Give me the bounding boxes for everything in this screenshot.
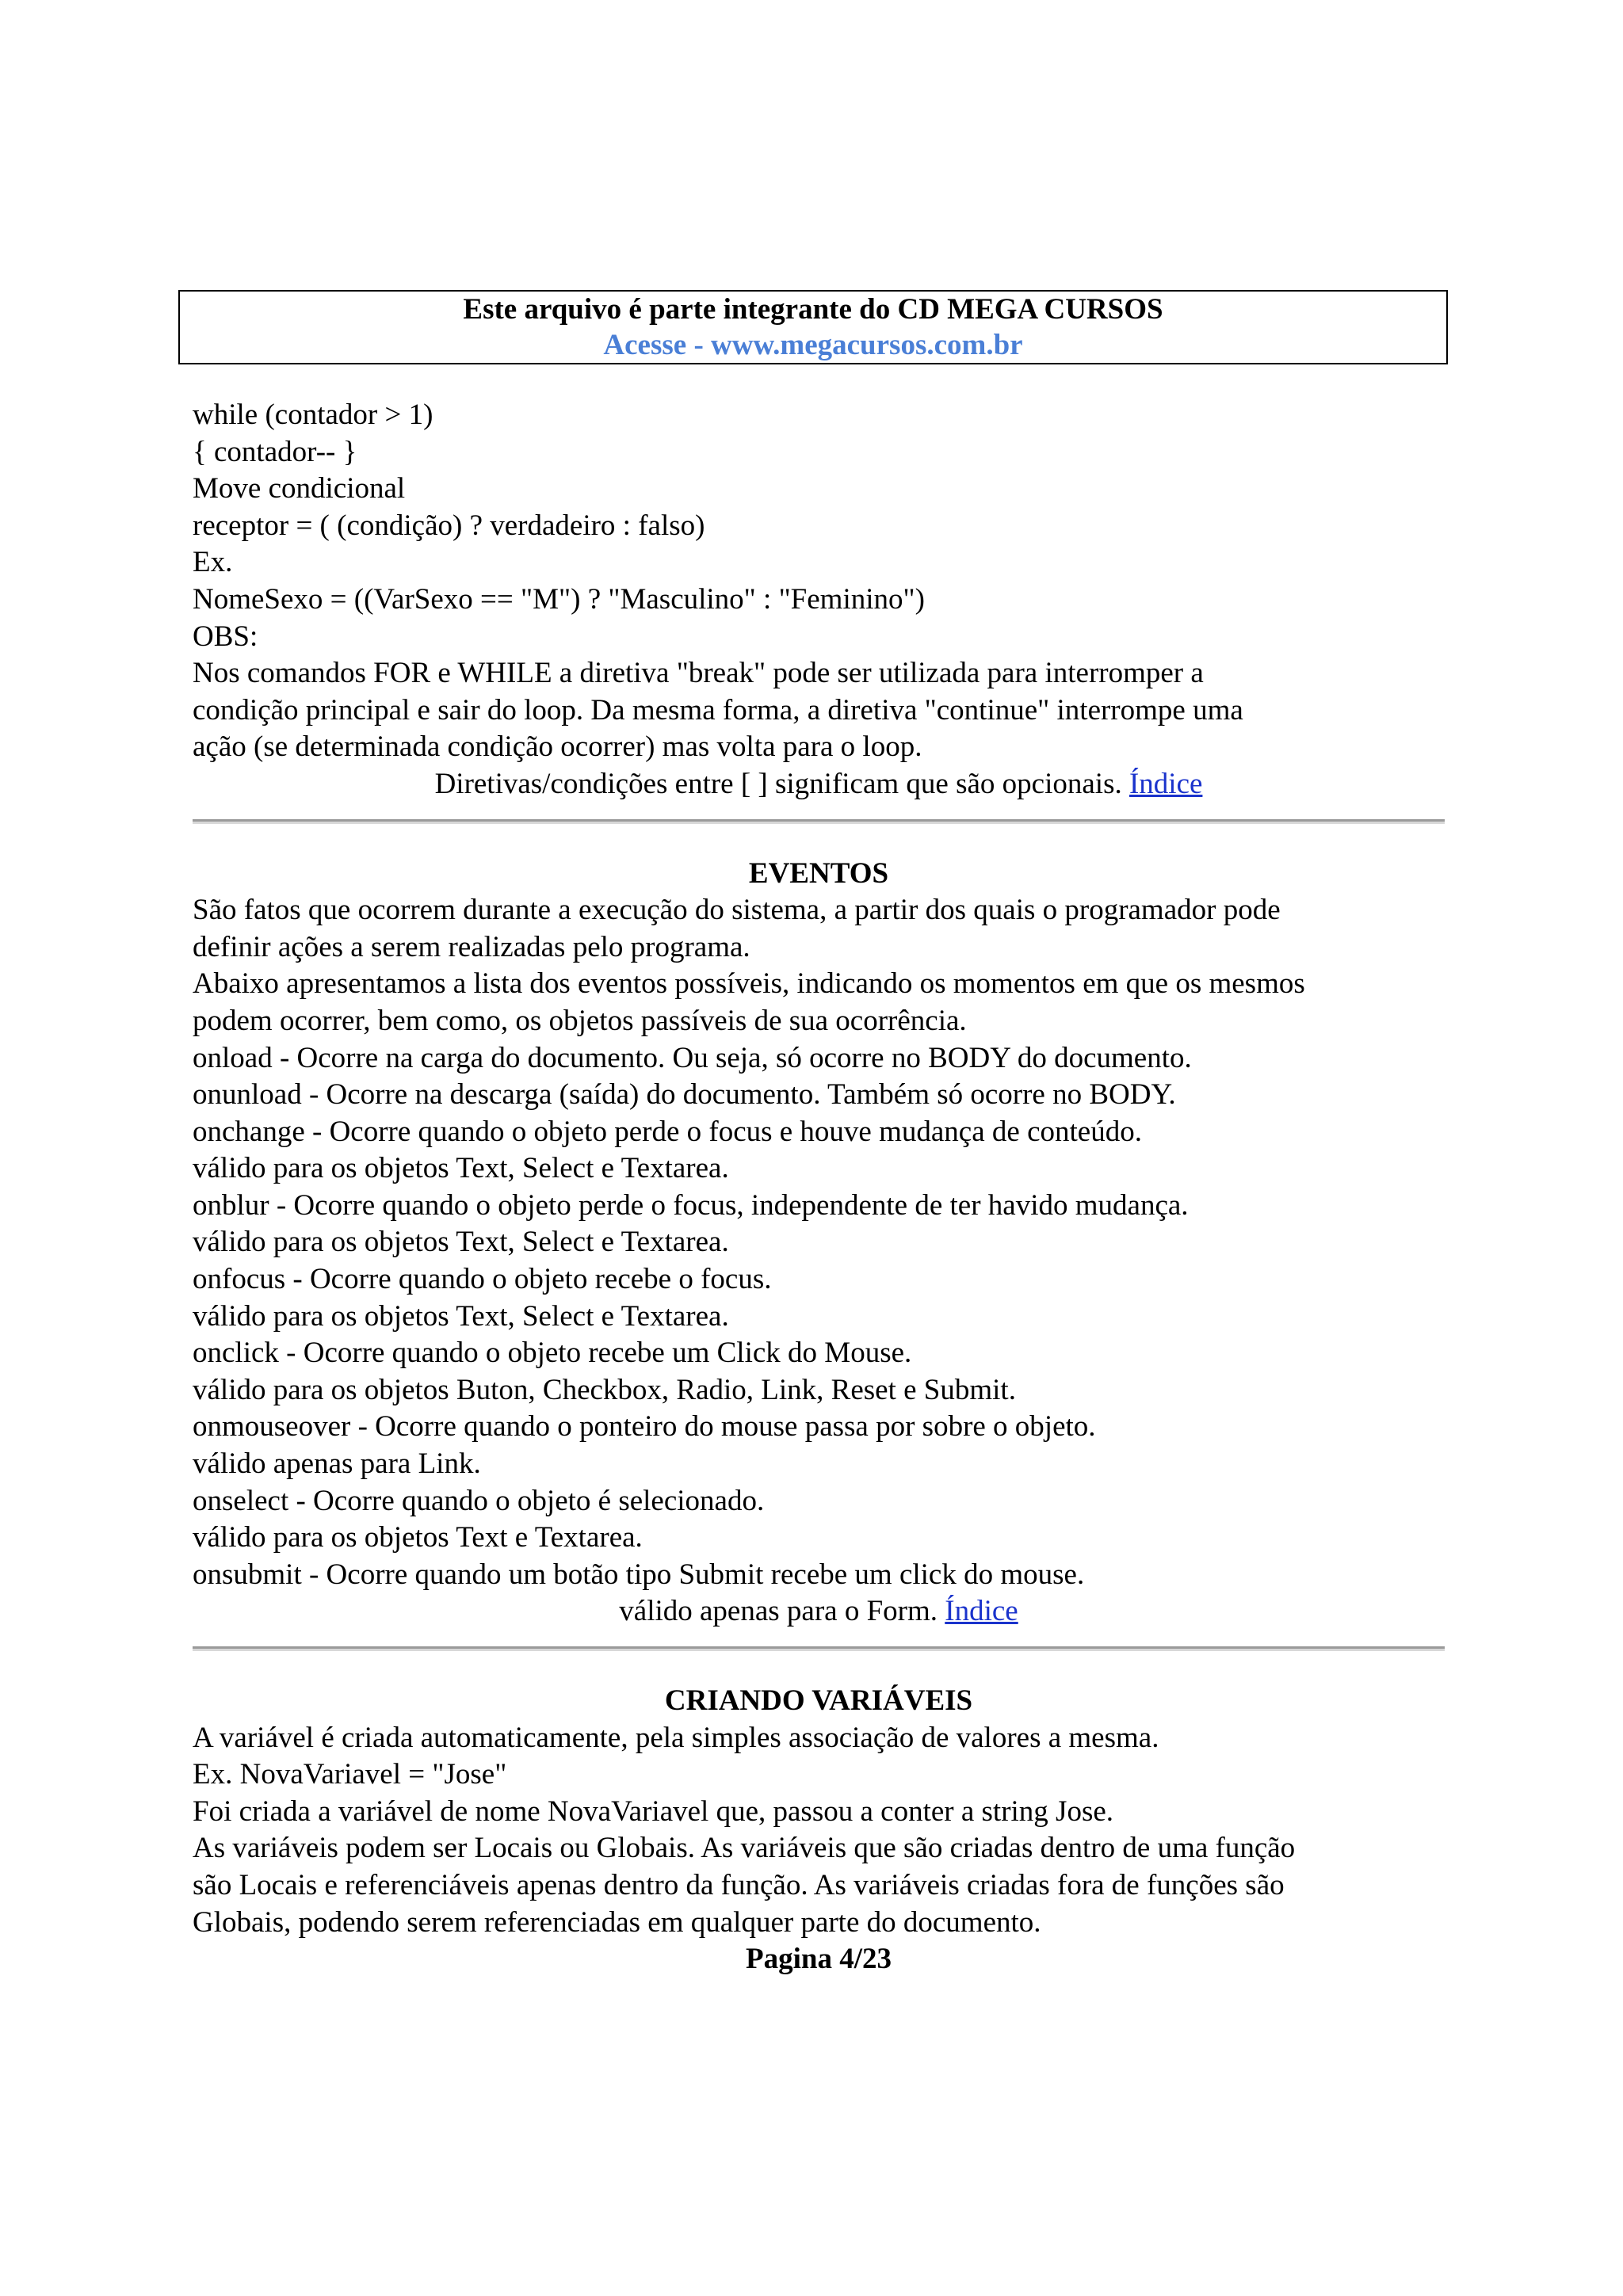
text-line: OBS: — [193, 620, 258, 653]
text-line: válido para os objetos Text e Textarea. — [193, 1521, 643, 1554]
text-line: onload - Ocorre na carga do documento. Ou seja, só ocorre no BODY do documento. — [193, 1041, 1192, 1074]
text-line: NomeSexo = ((VarSexo == "M") ? "Masculino" : "Feminino") — [193, 582, 925, 616]
index-link[interactable]: Índice — [1128, 767, 1203, 800]
section-title: EVENTOS — [748, 856, 889, 890]
text-line: Globais, podendo serem referenciadas em qualquer parte do documento. — [193, 1905, 1041, 1939]
text-line: Abaixo apresentamos a lista dos eventos possíveis, indicando os momentos em que os mesmos — [193, 967, 1305, 1001]
header-title: Este arquivo é parte integrante do CD MEGA CURSOS — [463, 293, 1163, 326]
text-line: condição principal e sair do loop. Da mesma forma, a diretiva "continue" interrompe uma — [193, 693, 1243, 727]
text-line: onblur - Ocorre quando o objeto perde o focus, independente de ter havido mudança. — [193, 1188, 1189, 1222]
text-line: onsubmit - Ocorre quando um botão tipo Submit recebe um click do mouse. — [193, 1558, 1085, 1591]
text-line: while (contador > 1) — [193, 399, 433, 431]
text-line: onfocus - Ocorre quando o objeto recebe o focus. — [193, 1263, 772, 1296]
header-website-link[interactable]: Acesse - www.megacursos.com.br — [603, 329, 1023, 361]
text-line: Ex. NovaVariavel = "Jose" — [193, 1758, 507, 1791]
text-line: válido para os objetos Text, Select e Textarea. — [193, 1152, 729, 1185]
text-line: onmouseover - Ocorre quando o ponteiro do mouse passa por sobre o objeto. — [193, 1410, 1096, 1444]
text-line: receptor = ( (condição) ? verdadeiro : falso) — [193, 509, 705, 542]
section-footer-line — [193, 1593, 1445, 1630]
text-line: onselect - Ocorre quando o objeto é selecionado. — [193, 1484, 765, 1517]
text-line: onchange - Ocorre quando o objeto perde o focus e houve mudança de conteúdo. — [193, 1115, 1142, 1148]
text-line: Nos comandos FOR e WHILE a diretiva "break" pode ser utilizada para interromper a — [193, 657, 1204, 690]
section-loops — [193, 397, 1445, 803]
section-title: CRIANDO VARIÁVEIS — [664, 1684, 973, 1717]
text-line: definir ações a serem realizadas pelo programa. — [193, 930, 750, 963]
section-events — [193, 856, 1445, 1630]
text-line: válido para os objetos Text, Select e Textarea. — [193, 1226, 729, 1259]
text-line: São fatos que ocorrem durante a execução do sistema, a partir dos quais o programador pode — [193, 894, 1281, 927]
horizontal-rule — [193, 1646, 1445, 1651]
text-line: onclick - Ocorre quando o objeto recebe um Click do Mouse. — [193, 1337, 912, 1370]
text-line: Ex. — [193, 546, 233, 579]
section-footer-text: Diretivas/condições entre [ ] significam que são opcionais. — [434, 767, 1129, 800]
text-line: { contador-- } — [193, 435, 357, 468]
index-link[interactable]: Índice — [945, 1595, 1018, 1628]
text-line: válido para os objetos Buton, Checkbox, Radio, Link, Reset e Submit. — [193, 1373, 1016, 1406]
section-footer-line — [193, 766, 1445, 803]
section-variables — [193, 1683, 1445, 1941]
text-line: Move condicional — [193, 472, 406, 505]
text-line: podem ocorrer, bem como, os objetos passíveis de sua ocorrência. — [193, 1004, 967, 1037]
section-footer-text: válido apenas para o Form. — [619, 1595, 945, 1628]
page-number: Pagina 4/23 — [746, 1943, 892, 1976]
text-line: são Locais e referenciáveis apenas dentro da função. As variáveis criadas fora de funções são — [193, 1868, 1285, 1901]
text-line: válido para os objetos Text, Select e Textarea. — [193, 1299, 729, 1333]
horizontal-rule — [193, 819, 1445, 824]
page-content — [193, 397, 1445, 1978]
text-line: A variável é criada automaticamente, pela simples associação de valores a mesma. — [193, 1721, 1159, 1754]
text-line: válido apenas para Link. — [193, 1447, 481, 1481]
header-box — [178, 290, 1448, 364]
text-line: As variáveis podem ser Locais ou Globais. As variáveis que são criadas dentro de uma função — [193, 1832, 1296, 1865]
text-line: onunload - Ocorre na descarga (saída) do documento. Também só ocorre no BODY. — [193, 1078, 1176, 1112]
text-line: ação (se determinada condição ocorrer) mas volta para o loop. — [193, 730, 922, 764]
text-line: Foi criada a variável de nome NovaVariavel que, passou a conter a string Jose. — [193, 1794, 1114, 1828]
